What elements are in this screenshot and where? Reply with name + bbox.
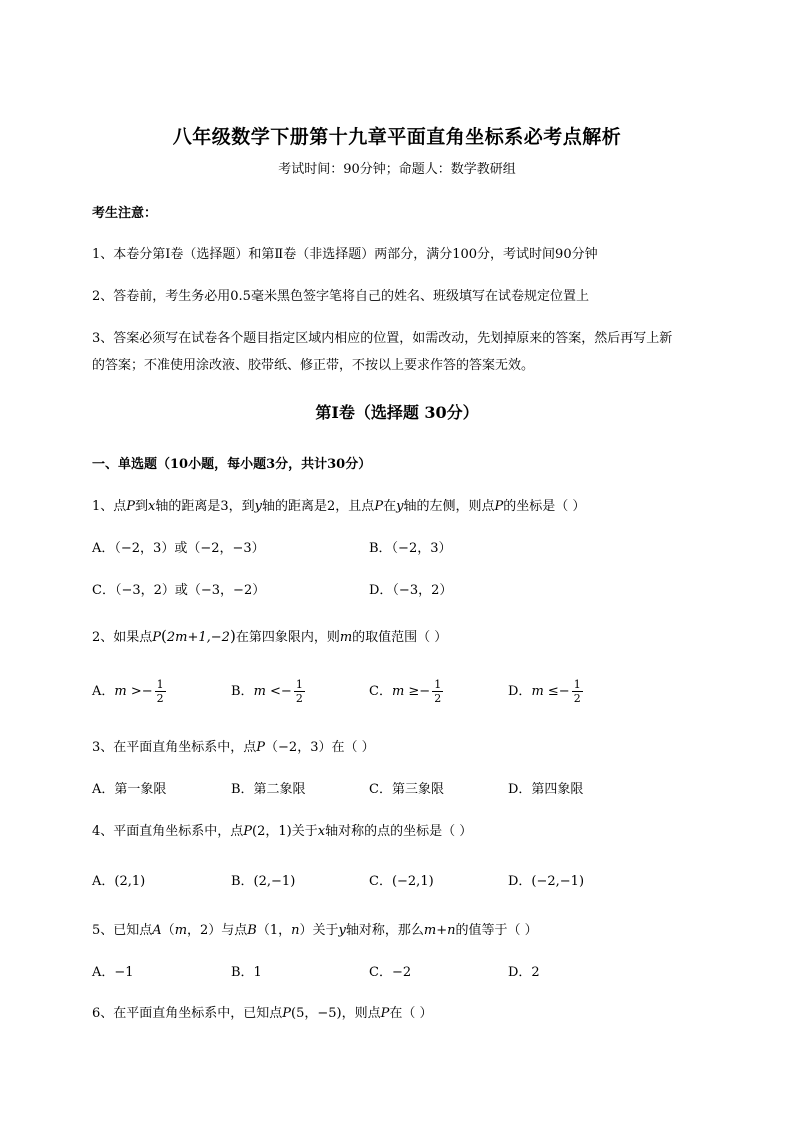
notice-item: 的答案；不准使用涂改液、胶带纸、修正带，不按以上要求作答的答案无效。	[92, 358, 535, 373]
notice-item: 2、答卷前，考生务必用0.5毫米黑色签字笔将自己的姓名、班级填写在试卷规定位置上	[92, 289, 589, 304]
fraction: $\frac{1}{2}$	[295, 678, 303, 705]
question-5-stem: 5、已知点A（m，2）与点B（1，n）关于y轴对称，那么m+n的值等于（ ）	[92, 923, 538, 938]
part-heading: 一、单选题（10小题，每小题3分，共计30分）	[92, 457, 372, 472]
exam-info: 考试时间：90分钟；命题人：数学教研组	[278, 162, 516, 177]
option-b: B．m <− $\frac{1}{2}$	[231, 678, 303, 705]
question-6-stem: 6、在平面直角坐标系中，已知点P(5，−5)，则点P在（ ）	[92, 1006, 433, 1021]
question-3-stem: 3、在平面直角坐标系中，点P（−2，3）在（ ）	[92, 740, 375, 755]
option-b: B．（−2，3）	[369, 541, 452, 556]
option-c: C．m ≥− $\frac{1}{2}$	[369, 678, 442, 705]
option-b: B．1	[231, 965, 262, 980]
option-b: B．(2,−1)	[231, 874, 296, 889]
question-1-stem: 1、点P到x轴的距离是3，到y轴的距离是2，且点P在y轴的左侧，则点P的坐标是（ ）	[92, 499, 586, 514]
notice-item: 3、答案必须写在试卷各个题目指定区域内相应的位置，如需改动，先划掉原来的答案，然后再写上新	[92, 331, 673, 346]
option-d: D．第四象限	[508, 782, 584, 797]
question-2-stem: 2、如果点P(2m+1,−2)在第四象限内，则m的取值范围（ ）	[92, 627, 448, 645]
option-c: C．−2	[369, 965, 412, 980]
option-a: A．(2,1)	[92, 874, 146, 889]
option-c: C．第三象限	[369, 782, 444, 797]
option-d: D．（−3，2）	[369, 583, 453, 598]
option-a: A．第一象限	[92, 782, 167, 797]
fraction: $\frac{1}{2}$	[573, 678, 581, 705]
option-a: A．（−2，3）或（−2，−3）	[92, 541, 265, 556]
fraction: $\frac{1}{2}$	[156, 678, 164, 705]
option-d: D．m ≤− $\frac{1}{2}$	[508, 678, 581, 705]
option-d: D．2	[508, 965, 540, 980]
notice-heading: 考生注意：	[92, 206, 158, 221]
option-d: D．(−2,−1)	[508, 874, 585, 889]
question-4-stem: 4、平面直角坐标系中，点P(2，1)关于x轴对称的点的坐标是（ ）	[92, 824, 473, 839]
section-title: 第I卷（选择题 30分）	[315, 403, 479, 422]
option-b: B．第二象限	[231, 782, 306, 797]
page-title: 八年级数学下册第十九章平面直角坐标系必考点解析	[172, 126, 622, 148]
fraction: $\frac{1}{2}$	[434, 678, 442, 705]
option-a: A．−1	[92, 965, 134, 980]
option-c: C．（−3，2）或（−3，−2）	[92, 583, 266, 598]
option-c: C．(−2,1)	[369, 874, 434, 889]
notice-item: 1、本卷分第I卷（选择题）和第Ⅱ卷（非选择题）两部分，满分100分，考试时间90分钟	[92, 247, 598, 262]
option-a: A．m >− $\frac{1}{2}$	[92, 678, 164, 705]
